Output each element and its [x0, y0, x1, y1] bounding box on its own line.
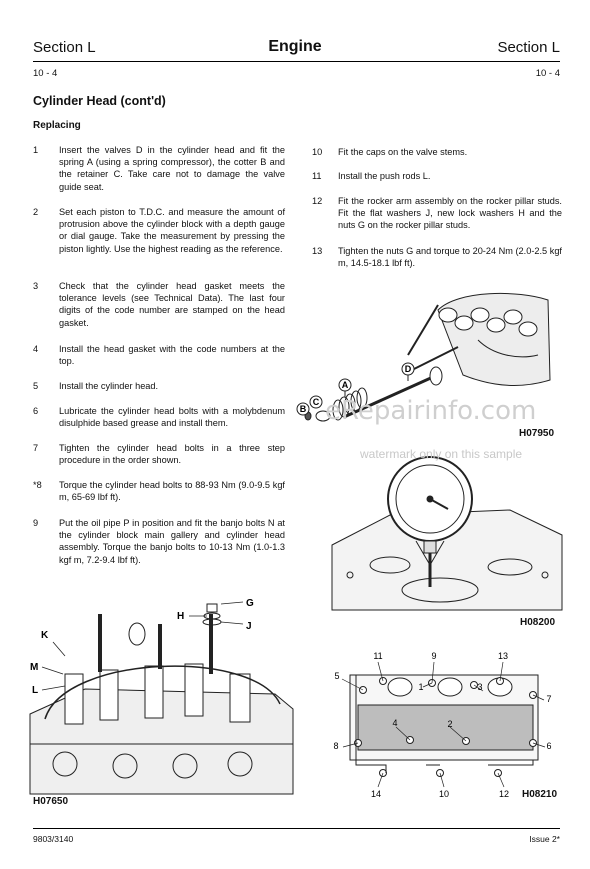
section-heading: Cylinder Head (cont'd) [33, 94, 166, 108]
label-j: J [246, 621, 252, 632]
step-text: Check that the cylinder head gasket meets the tolerance levels (see Technical Data). The last four digits of the code number are stamped on the head gasket. [59, 281, 285, 328]
step-number: 11 [312, 171, 322, 181]
step-2 [33, 206, 285, 268]
label-k: K [41, 630, 49, 641]
bolt-number-13: 13 [497, 651, 509, 661]
step-text: Install the push rods L. [338, 171, 431, 181]
bolt-number-7: 7 [546, 694, 552, 704]
bolt-number-5: 5 [334, 671, 340, 681]
step-text: Lubricate the cylinder head bolts with a molybdenum disulphide based grease and install them. [59, 406, 285, 429]
step-text: Set each piston to T.D.C. and measure the amount of protrusion above the cylinder block with a depth gauge or dial gauge. Take the measurement by pressing the piston lightly. Use the highest reading as the reference. [59, 207, 285, 254]
step-number: *8 [33, 480, 42, 490]
label-h: H [177, 611, 185, 622]
subheading: Replacing [33, 120, 81, 131]
step-text: Fit the caps on the valve stems. [338, 147, 468, 157]
step-text: Tighten the cylinder head bolts in a three step procedure in the order shown. [59, 443, 285, 466]
step-number: 5 [33, 381, 39, 391]
bolt-number-14: 14 [370, 789, 382, 799]
section-label-right: Section L [497, 39, 560, 56]
bolt-number-2: 2 [447, 719, 453, 729]
step-text: Install the head gasket with the code numbers at the top. [59, 344, 285, 367]
step-7 [33, 442, 285, 468]
step-number: 3 [33, 281, 39, 291]
figure-id-h07950: H07950 [519, 428, 555, 439]
label-b: B [299, 404, 307, 414]
step-10 [312, 146, 562, 160]
cylinder-head-figure [25, 594, 305, 809]
bolt-number-4: 4 [392, 718, 398, 728]
step-text: Insert the valves D in the cylinder head and fit the spring A (using a spring compressor), the cotter B and the retainer C. Take care not to damage the valve guide seat. [59, 145, 285, 192]
step-12 [312, 195, 562, 233]
figure-id-h08200: H08200 [520, 617, 556, 628]
figure-id-h07650: H07650 [33, 796, 69, 807]
label-l: L [32, 685, 39, 696]
page-number-left: 10 - 4 [33, 68, 58, 79]
step-number: 6 [33, 406, 39, 416]
section-label-left: Section L [33, 39, 96, 56]
step-number: 13 [312, 246, 323, 256]
bolt-number-3: 3 [477, 682, 483, 692]
step-13 [312, 245, 562, 271]
step-1 [33, 144, 285, 194]
step-number: 9 [33, 518, 39, 528]
bolt-number-10: 10 [438, 789, 450, 799]
step-number: 12 [312, 196, 323, 206]
figure-id-h08210: H08210 [522, 789, 558, 800]
page-number-right: 10 - 4 [535, 68, 560, 79]
bolt-number-12: 12 [498, 789, 510, 799]
step-11 [312, 170, 562, 184]
step-text: Fit the rocker arm assembly on the rocker pillar studs. Fit the flat washers J, new lock washers H and the nuts G on the rocker pillar studs. [338, 196, 562, 231]
label-d: D [404, 364, 412, 374]
step-3 [33, 280, 285, 330]
label-c: C [312, 397, 320, 407]
label-a: A [341, 380, 349, 390]
step-6 [33, 405, 285, 431]
issue-number: Issue 2* [529, 834, 560, 844]
dial-gauge-figure [330, 455, 565, 615]
watermark-logo: eRepairinfo.com [325, 396, 537, 426]
header-rule [33, 61, 560, 62]
watermark-notice: watermark only on this sample [360, 447, 523, 461]
step-text: Put the oil pipe P in position and fit the banjo bolts N at the cylinder block main gallery and cylinder head assembly. Torque the banjo bolts to 10-13 Nm (1.0-1.3 kgf m, 7.2-9.4 lbf ft). [59, 518, 285, 565]
document-number: 9803/3140 [33, 834, 74, 844]
step-9 [33, 517, 285, 567]
label-m: M [30, 662, 39, 673]
step-text: Tighten the nuts G and torque to 20-24 Nm (2.0-2.5 kgf m, 14.5-18.1 lbf ft). [338, 246, 562, 269]
bolt-number-9: 9 [431, 651, 437, 661]
step-text: Install the cylinder head. [59, 381, 159, 391]
step-5 [33, 380, 285, 394]
step-text: Torque the cylinder head bolts to 88-93 Nm (9.0-9.5 kgf m, 65-69 lbf ft). [59, 480, 285, 503]
gasket-bolt-sequence-figure [328, 645, 563, 805]
step-8 [33, 479, 285, 505]
bolt-number-1: 1 [418, 682, 424, 692]
step-number: 2 [33, 207, 39, 217]
step-number: 1 [33, 145, 39, 155]
step-number: 4 [33, 344, 39, 354]
step-number: 7 [33, 443, 39, 453]
bolt-number-11: 11 [373, 651, 383, 661]
page-title: Engine [268, 38, 322, 55]
bolt-number-8: 8 [333, 741, 339, 751]
step-4 [33, 343, 285, 369]
bolt-number-6: 6 [546, 741, 552, 751]
footer-rule [33, 828, 560, 829]
step-number: 10 [312, 147, 323, 157]
label-g: G [246, 598, 254, 609]
